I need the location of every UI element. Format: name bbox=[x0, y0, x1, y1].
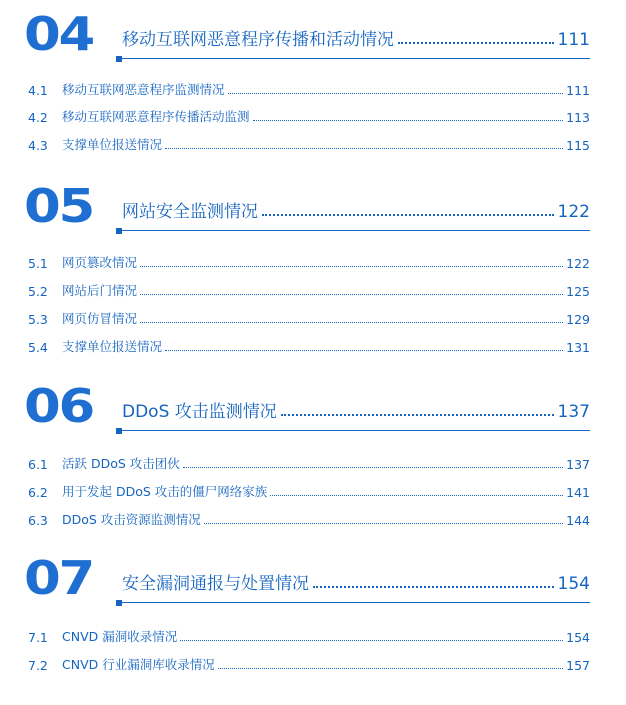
dot-leader bbox=[140, 294, 563, 295]
entry-title: CNVD 行业漏洞库收录情况 bbox=[62, 657, 215, 672]
chapter-heading[interactable] bbox=[122, 194, 590, 222]
entry-page: 115 bbox=[566, 138, 590, 153]
toc-entry[interactable] bbox=[28, 627, 590, 645]
dot-leader bbox=[140, 322, 563, 323]
dot-leader bbox=[140, 266, 563, 267]
chapter-number: 04 bbox=[24, 7, 94, 61]
toc-entry[interactable] bbox=[28, 253, 590, 271]
chapter-heading[interactable] bbox=[122, 394, 590, 422]
chapter-number: 05 bbox=[24, 179, 94, 233]
toc-entry[interactable] bbox=[28, 281, 590, 299]
entry-title: 移动互联网恶意程序传播活动监测 bbox=[62, 109, 250, 124]
chapter-06 bbox=[0, 379, 626, 434]
dot-leader bbox=[228, 93, 564, 94]
dot-leader bbox=[262, 214, 554, 216]
chapter-title: DDoS 攻击监测情况 bbox=[122, 402, 277, 422]
entry-page: 144 bbox=[566, 513, 590, 528]
entry-number: 5.1 bbox=[28, 256, 48, 271]
entry-number: 5.4 bbox=[28, 340, 48, 355]
entry-number: 4.1 bbox=[28, 83, 48, 98]
toc-entry[interactable] bbox=[28, 135, 590, 153]
entry-title: 网页篡改情况 bbox=[62, 255, 138, 270]
toc-entry[interactable] bbox=[28, 309, 590, 327]
chapter-number: 06 bbox=[24, 379, 94, 433]
entry-title: 移动互联网恶意程序监测情况 bbox=[62, 82, 225, 97]
toc-entry[interactable] bbox=[28, 655, 590, 673]
toc-entry[interactable] bbox=[28, 80, 590, 98]
entry-title: 网页仿冒情况 bbox=[62, 311, 138, 326]
dot-leader bbox=[313, 586, 554, 588]
entry-number: 7.2 bbox=[28, 658, 48, 673]
entry-page: 122 bbox=[566, 256, 590, 271]
dot-leader bbox=[204, 523, 563, 524]
dot-leader bbox=[165, 350, 563, 351]
chapter-number: 07 bbox=[24, 551, 94, 605]
dot-leader bbox=[183, 467, 563, 468]
rule-marker bbox=[116, 600, 122, 606]
toc-entry[interactable] bbox=[28, 510, 590, 528]
toc-entry[interactable] bbox=[28, 337, 590, 355]
chapter-title: 移动互联网恶意程序传播和活动情况 bbox=[122, 30, 394, 50]
toc-entry[interactable] bbox=[28, 454, 590, 472]
dot-leader bbox=[165, 148, 563, 149]
chapter-page: 137 bbox=[557, 402, 590, 422]
entry-title: CNVD 漏洞收录情况 bbox=[62, 629, 178, 644]
entry-title: 支撑单位报送情况 bbox=[62, 137, 163, 152]
entry-number: 6.1 bbox=[28, 457, 48, 472]
chapter-04 bbox=[0, 7, 626, 62]
entry-page: 131 bbox=[566, 340, 590, 355]
rule-marker bbox=[116, 428, 122, 434]
entry-title: 用于发起 DDoS 攻击的僵尸网络家族 bbox=[62, 484, 268, 499]
rule-marker bbox=[116, 56, 122, 62]
chapter-title: 安全漏洞通报与处置情况 bbox=[122, 574, 309, 594]
dot-leader bbox=[180, 640, 563, 641]
entry-page: 154 bbox=[566, 630, 590, 645]
entry-page: 137 bbox=[566, 457, 590, 472]
chapter-rule bbox=[120, 602, 590, 603]
chapter-page: 111 bbox=[557, 30, 590, 50]
entry-page: 157 bbox=[566, 658, 590, 673]
entry-page: 129 bbox=[566, 312, 590, 327]
chapter-heading[interactable] bbox=[122, 22, 590, 50]
rule-marker bbox=[116, 228, 122, 234]
dot-leader bbox=[253, 120, 564, 121]
dot-leader bbox=[281, 414, 554, 416]
chapter-rule bbox=[120, 230, 590, 231]
toc-entry[interactable] bbox=[28, 482, 590, 500]
entry-title: 支撑单位报送情况 bbox=[62, 339, 163, 354]
entry-page: 111 bbox=[566, 83, 590, 98]
entry-number: 7.1 bbox=[28, 630, 48, 645]
chapter-rule bbox=[120, 430, 590, 431]
entry-page: 141 bbox=[566, 485, 590, 500]
entry-title: DDoS 攻击资源监测情况 bbox=[62, 512, 201, 527]
dot-leader bbox=[218, 668, 563, 669]
entry-number: 6.3 bbox=[28, 513, 48, 528]
entry-title: 网站后门情况 bbox=[62, 283, 138, 298]
entry-number: 5.3 bbox=[28, 312, 48, 327]
chapter-05 bbox=[0, 179, 626, 234]
chapter-page: 154 bbox=[557, 574, 590, 594]
chapter-rule bbox=[120, 58, 590, 59]
entry-page: 113 bbox=[566, 110, 590, 125]
entry-number: 4.2 bbox=[28, 110, 48, 125]
chapter-title: 网站安全监测情况 bbox=[122, 202, 258, 222]
entry-number: 4.3 bbox=[28, 138, 48, 153]
entry-number: 6.2 bbox=[28, 485, 48, 500]
chapter-page: 122 bbox=[557, 202, 590, 222]
chapter-07 bbox=[0, 551, 626, 606]
toc-entry[interactable] bbox=[28, 107, 590, 125]
entry-title: 活跃 DDoS 攻击团伙 bbox=[62, 456, 180, 471]
dot-leader bbox=[270, 495, 563, 496]
entry-page: 125 bbox=[566, 284, 590, 299]
dot-leader bbox=[398, 42, 554, 44]
entry-number: 5.2 bbox=[28, 284, 48, 299]
chapter-heading[interactable] bbox=[122, 566, 590, 594]
